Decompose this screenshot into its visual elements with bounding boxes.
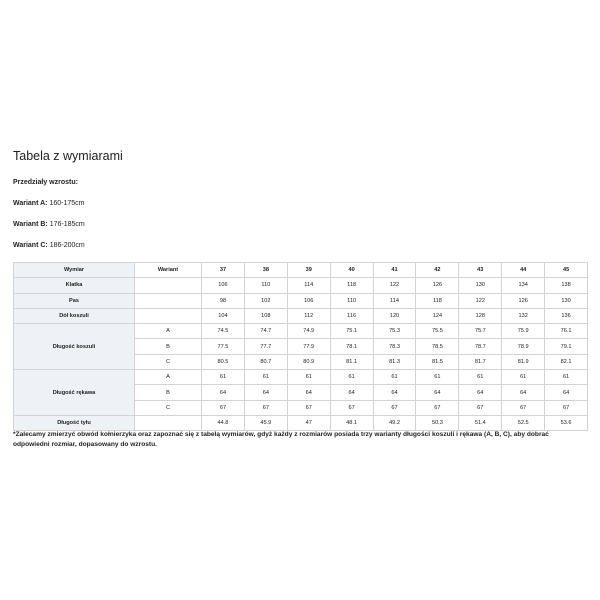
size-table xyxy=(13,262,588,431)
variant-b-value: 176-185cm xyxy=(49,221,85,228)
value-cell: 64 xyxy=(244,385,287,400)
variant-a-value: 160-175cm xyxy=(49,200,85,207)
value-cell: 112 xyxy=(287,308,330,323)
header-row xyxy=(14,263,588,278)
value-cell: 81.1 xyxy=(330,354,373,369)
row-label-dlugosc-rekawa: Długość rękawa xyxy=(14,370,135,416)
value-cell: 114 xyxy=(287,278,330,293)
value-cell: 130 xyxy=(545,293,588,308)
value-cell: 61 xyxy=(502,370,545,385)
value-cell: 108 xyxy=(244,308,287,323)
value-cell: 104 xyxy=(202,308,245,323)
value-cell: 74.7 xyxy=(244,324,287,339)
value-cell: 61 xyxy=(545,370,588,385)
variant-cell xyxy=(135,308,202,323)
value-cell: 80.5 xyxy=(202,354,245,369)
header-measure: Wymiar xyxy=(14,263,135,278)
table-row xyxy=(14,293,588,308)
value-cell: 64 xyxy=(416,385,459,400)
value-cell: 78.3 xyxy=(373,339,416,354)
value-cell: 61 xyxy=(373,370,416,385)
value-cell: 64 xyxy=(459,385,502,400)
value-cell: 77.7 xyxy=(244,339,287,354)
table-row xyxy=(14,278,588,293)
row-label-pas: Pas xyxy=(14,293,135,308)
value-cell: 75.7 xyxy=(459,324,502,339)
value-cell: 64 xyxy=(545,385,588,400)
value-cell: 110 xyxy=(330,293,373,308)
value-cell: 136 xyxy=(545,308,588,323)
value-cell: 67 xyxy=(459,400,502,415)
value-cell: 126 xyxy=(416,278,459,293)
value-cell: 67 xyxy=(244,400,287,415)
value-cell: 67 xyxy=(287,400,330,415)
value-cell: 67 xyxy=(502,400,545,415)
page-title: Tabela z wymiarami xyxy=(13,149,123,163)
value-cell: 45.9 xyxy=(244,415,287,430)
value-cell: 47 xyxy=(287,415,330,430)
value-cell: 106 xyxy=(202,278,245,293)
value-cell: 67 xyxy=(545,400,588,415)
value-cell: 75.3 xyxy=(373,324,416,339)
value-cell: 52.5 xyxy=(502,415,545,430)
value-cell: 118 xyxy=(330,278,373,293)
value-cell: 74.9 xyxy=(287,324,330,339)
value-cell: 78.9 xyxy=(502,339,545,354)
value-cell: 74.5 xyxy=(202,324,245,339)
table-row xyxy=(14,308,588,323)
value-cell: 44.8 xyxy=(202,415,245,430)
value-cell: 124 xyxy=(416,308,459,323)
value-cell: 53.6 xyxy=(545,415,588,430)
table-row xyxy=(14,324,588,339)
value-cell: 98 xyxy=(202,293,245,308)
height-ranges-heading: Przedziały wzrostu: xyxy=(13,179,78,186)
sizing-footnote: *Zalecamy zmierzyć obwód kołnierzyka oraz zapoznać się z tabelą wymiarów, gdyż każdy z rozmiarów posiada trzy warianty długości koszuli i rękawa (A, B, C), aby dobrać odpowiedni rozmiar, dopasowany do wzrostu. xyxy=(13,431,549,448)
value-cell: 126 xyxy=(502,293,545,308)
value-cell: 82.1 xyxy=(545,354,588,369)
value-cell: 134 xyxy=(502,278,545,293)
value-cell: 64 xyxy=(330,385,373,400)
header-size: 40 xyxy=(330,263,373,278)
value-cell: 67 xyxy=(373,400,416,415)
value-cell: 61 xyxy=(459,370,502,385)
variant-c-label: Wariant C: xyxy=(13,242,48,249)
header-size: 37 xyxy=(202,263,245,278)
variant-b-range xyxy=(13,221,85,228)
value-cell: 102 xyxy=(244,293,287,308)
header-size: 45 xyxy=(545,263,588,278)
value-cell: 110 xyxy=(244,278,287,293)
variant-cell: A xyxy=(135,324,202,339)
value-cell: 49.2 xyxy=(373,415,416,430)
value-cell: 64 xyxy=(202,385,245,400)
variant-a-label: Wariant A: xyxy=(13,200,48,207)
value-cell: 80.9 xyxy=(287,354,330,369)
row-label-dol-koszuli: Dół koszuli xyxy=(14,308,135,323)
value-cell: 81.5 xyxy=(416,354,459,369)
table-row xyxy=(14,370,588,385)
value-cell: 77.5 xyxy=(202,339,245,354)
header-variant: Wariant xyxy=(135,263,202,278)
header-size: 43 xyxy=(459,263,502,278)
value-cell: 80.7 xyxy=(244,354,287,369)
value-cell: 75.1 xyxy=(330,324,373,339)
value-cell: 67 xyxy=(416,400,459,415)
row-label-klatka: Klatka xyxy=(14,278,135,293)
value-cell: 130 xyxy=(459,278,502,293)
variant-a-range xyxy=(13,200,84,207)
value-cell: 78.1 xyxy=(330,339,373,354)
value-cell: 81.7 xyxy=(459,354,502,369)
variant-c-value: 186-200cm xyxy=(49,242,85,249)
value-cell: 67 xyxy=(202,400,245,415)
value-cell: 116 xyxy=(330,308,373,323)
value-cell: 114 xyxy=(373,293,416,308)
table-row xyxy=(14,415,588,430)
value-cell: 64 xyxy=(287,385,330,400)
header-size: 38 xyxy=(244,263,287,278)
value-cell: 77.9 xyxy=(287,339,330,354)
value-cell: 64 xyxy=(502,385,545,400)
value-cell: 67 xyxy=(330,400,373,415)
value-cell: 61 xyxy=(202,370,245,385)
value-cell: 61 xyxy=(244,370,287,385)
header-size: 44 xyxy=(502,263,545,278)
value-cell: 79.1 xyxy=(545,339,588,354)
header-size: 41 xyxy=(373,263,416,278)
row-label-dlugosc-koszuli: Długość koszuli xyxy=(14,324,135,370)
value-cell: 118 xyxy=(416,293,459,308)
value-cell: 78.5 xyxy=(416,339,459,354)
value-cell: 122 xyxy=(459,293,502,308)
header-size: 42 xyxy=(416,263,459,278)
value-cell: 122 xyxy=(373,278,416,293)
header-size: 39 xyxy=(287,263,330,278)
row-label-dlugosc-tylu: Długość tyłu xyxy=(14,415,135,430)
value-cell: 106 xyxy=(287,293,330,308)
value-cell: 128 xyxy=(459,308,502,323)
value-cell: 76.1 xyxy=(545,324,588,339)
value-cell: 48.1 xyxy=(330,415,373,430)
variant-cell xyxy=(135,293,202,308)
value-cell: 61 xyxy=(287,370,330,385)
value-cell: 61 xyxy=(330,370,373,385)
value-cell: 50.3 xyxy=(416,415,459,430)
variant-b-label: Wariant B: xyxy=(13,221,48,228)
variant-cell xyxy=(135,278,202,293)
value-cell: 64 xyxy=(373,385,416,400)
value-cell: 132 xyxy=(502,308,545,323)
value-cell: 120 xyxy=(373,308,416,323)
value-cell: 75.9 xyxy=(502,324,545,339)
value-cell: 61 xyxy=(416,370,459,385)
value-cell: 138 xyxy=(545,278,588,293)
value-cell: 51.4 xyxy=(459,415,502,430)
variant-cell: C xyxy=(135,400,202,415)
variant-cell: B xyxy=(135,339,202,354)
variant-cell: A xyxy=(135,370,202,385)
value-cell: 81.9 xyxy=(502,354,545,369)
value-cell: 78.7 xyxy=(459,339,502,354)
value-cell: 75.5 xyxy=(416,324,459,339)
variant-cell xyxy=(135,415,202,430)
variant-cell: B xyxy=(135,385,202,400)
value-cell: 81.3 xyxy=(373,354,416,369)
variant-cell: C xyxy=(135,354,202,369)
variant-c-range xyxy=(13,242,85,249)
